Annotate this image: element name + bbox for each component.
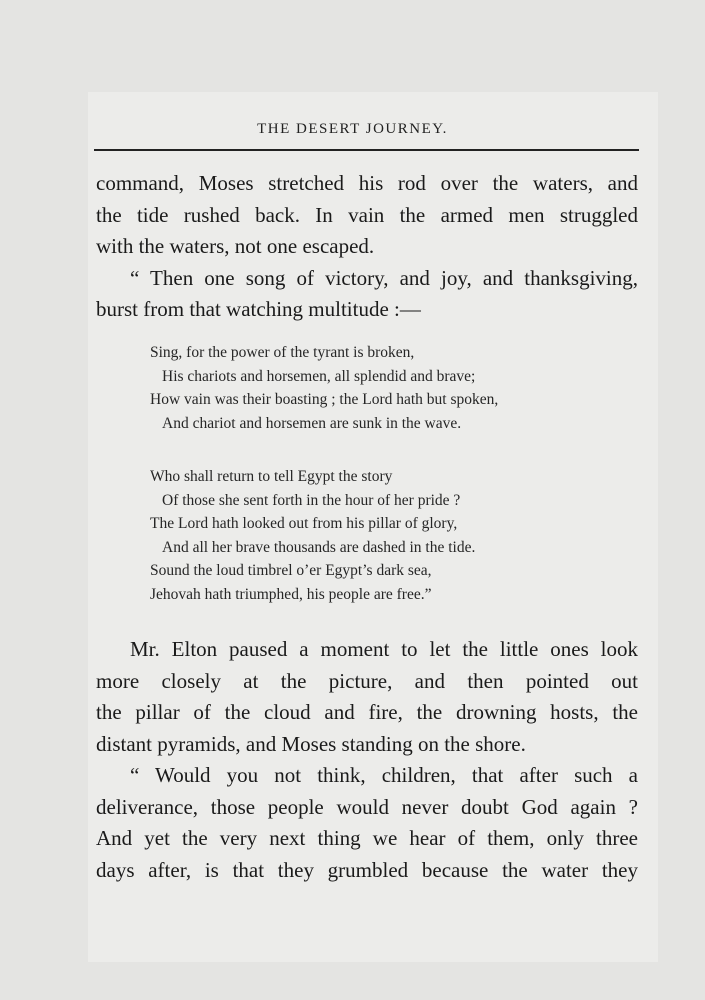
text-line: more closely at the picture, and then pointed out <box>96 668 638 693</box>
paragraph-3 <box>96 634 638 760</box>
paragraph-2 <box>96 263 638 326</box>
text-line: Mr. Elton paused a moment to let the little ones look <box>130 637 638 661</box>
text-line: with the waters, not one escaped. <box>96 234 375 258</box>
paragraph-1 <box>96 168 638 263</box>
verse-line: And all her brave thousands are dashed in the tide. <box>162 538 476 556</box>
prose-block-bottom <box>96 634 638 886</box>
text-line: “ Would you not think, children, that after such a <box>130 763 638 787</box>
text-line: “ Then one song of victory, and joy, and thanksgiving, <box>130 265 638 290</box>
verse-line: Sing, for the power of the tyrant is broken, <box>150 344 415 361</box>
verse-stanza-2 <box>150 465 630 606</box>
verse-line: How vain was their boasting ; the Lord hath but spoken, <box>150 391 499 408</box>
verse-line: Sound the loud timbrel o’er Egypt’s dark sea, <box>150 562 432 579</box>
verse-line: Of those she sent forth in the hour of her pride ? <box>162 491 461 509</box>
text-line: deliverance, those people would never doubt God again ? <box>96 794 638 819</box>
verse-stanza-1 <box>150 341 630 435</box>
verse-line: Who shall return to tell Egypt the story <box>150 468 393 485</box>
verse-line: The Lord hath looked out from his pillar of glory, <box>150 515 458 532</box>
prose-block-top <box>96 168 638 326</box>
header-rule <box>94 149 639 151</box>
text-line: distant pyramids, and Moses standing on the shore. <box>96 731 526 756</box>
verse-line: His chariots and horsemen, all splendid and brave; <box>162 367 476 385</box>
text-line: the pillar of the cloud and fire, the drowning hosts, the <box>96 700 638 724</box>
text-line: And yet the very next thing we hear of them, only three <box>96 826 638 850</box>
text-line: days after, is that they grumbled because the water they <box>96 857 638 882</box>
text-line: command, Moses stretched his rod over the waters, and <box>96 171 638 195</box>
paragraph-4 <box>96 760 638 886</box>
verse-line: And chariot and horsemen are sunk in the wave. <box>162 414 462 432</box>
text-line: burst from that watching multitude :— <box>96 297 421 321</box>
running-head: THE DESERT JOURNEY. <box>257 121 448 137</box>
verse-line: Jehovah hath triumphed, his people are free.” <box>150 585 432 603</box>
text-line: the tide rushed back. In vain the armed men struggled <box>96 202 638 227</box>
